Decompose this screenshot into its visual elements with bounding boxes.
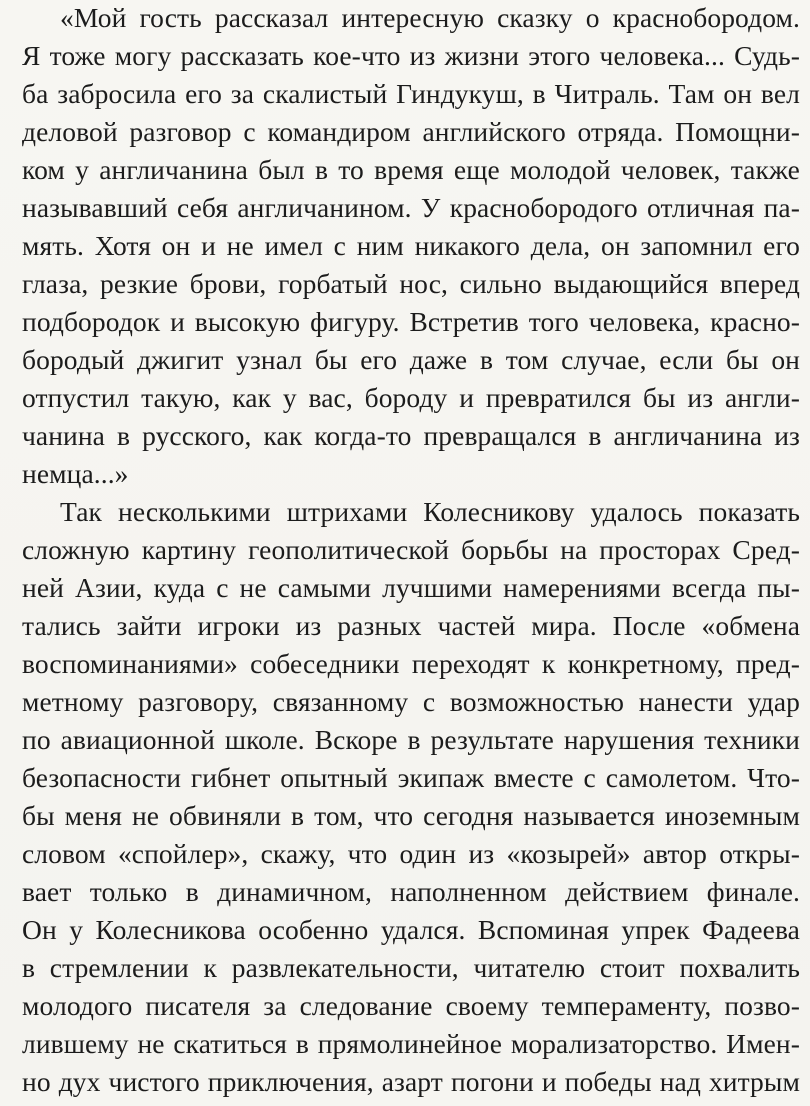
text-line: Я тоже могу рассказать кое-что из жизни этого человека... Судь- xyxy=(22,40,800,71)
text-line: называвший себя англичанином. У краснобородого отличная па- xyxy=(22,192,800,223)
text-line: чанина в русского, как когда-то превращался в англичанина из xyxy=(22,420,800,451)
text-line: ба забросила его за скалистый Гиндукуш, в Читраль. Там он вел xyxy=(22,78,800,109)
text-line: ком у англичанина был в то время еще молодой человек, также xyxy=(22,154,800,185)
text-line: воспоминаниями» собеседники переходят к конкретному, пред- xyxy=(22,648,800,679)
text-line: немца...» xyxy=(22,458,129,489)
text-line: бы меня не обвиняли в том, что сегодня называется иноземным xyxy=(22,800,800,831)
text-line: глаза, резкие брови, горбатый нос, сильно выдающийся вперед xyxy=(22,268,800,299)
text-line: деловой разговор с командиром английского отряда. Помощни- xyxy=(22,116,800,147)
text-line: тались зайти игроки из разных частей мира. После «обмена xyxy=(22,610,800,641)
text-line: Он у Колесникова особенно удался. Вспоминая упрек Фадеева xyxy=(22,914,800,945)
text-line: лившему не скатиться в прямолинейное морализаторство. Имен- xyxy=(22,1028,800,1059)
text-line: ней Азии, куда с не самыми лучшими намерениями всегда пы- xyxy=(22,572,800,603)
text-line: метному разговору, связанному с возможностью нанести удар xyxy=(22,686,800,717)
text-line: безопасности гибнет опытный экипаж вместе с самолетом. Что- xyxy=(22,762,800,793)
text-line: молодого писателя за следование своему темпераменту, позво- xyxy=(22,990,800,1021)
text-line: словом «спойлер», скажу, что один из «козырей» автор откры- xyxy=(22,838,800,869)
text-line: по авиационной школе. Вскоре в результате нарушения техники xyxy=(22,724,800,755)
text-line: «Мой гость рассказал интересную сказку о краснобородом. xyxy=(60,2,800,33)
text-line: бородый джигит узнал бы его даже в том случае, если бы он xyxy=(22,344,800,375)
text-line: вает только в динамичном, наполненном действием финале. xyxy=(22,876,800,907)
text-line: мять. Хотя он и не имел с ним никакого дела, он запомнил его xyxy=(22,230,800,261)
text-line: подбородок и высокую фигуру. Встретив того человека, красно- xyxy=(22,306,800,337)
text-line: Так несколькими штрихами Колесникову удалось показать xyxy=(60,496,800,527)
text-line: сложную картину геополитической борьбы на просторах Сред- xyxy=(22,534,800,565)
text-line: в стремлении к развлекательности, читателю стоит похвалить xyxy=(22,952,800,983)
text-line: отпустил такую, как у вас, бороду и превратился бы из англи- xyxy=(22,382,800,413)
text-line: но дух чистого приключения, азарт погони и победы над хитрым xyxy=(22,1066,800,1097)
